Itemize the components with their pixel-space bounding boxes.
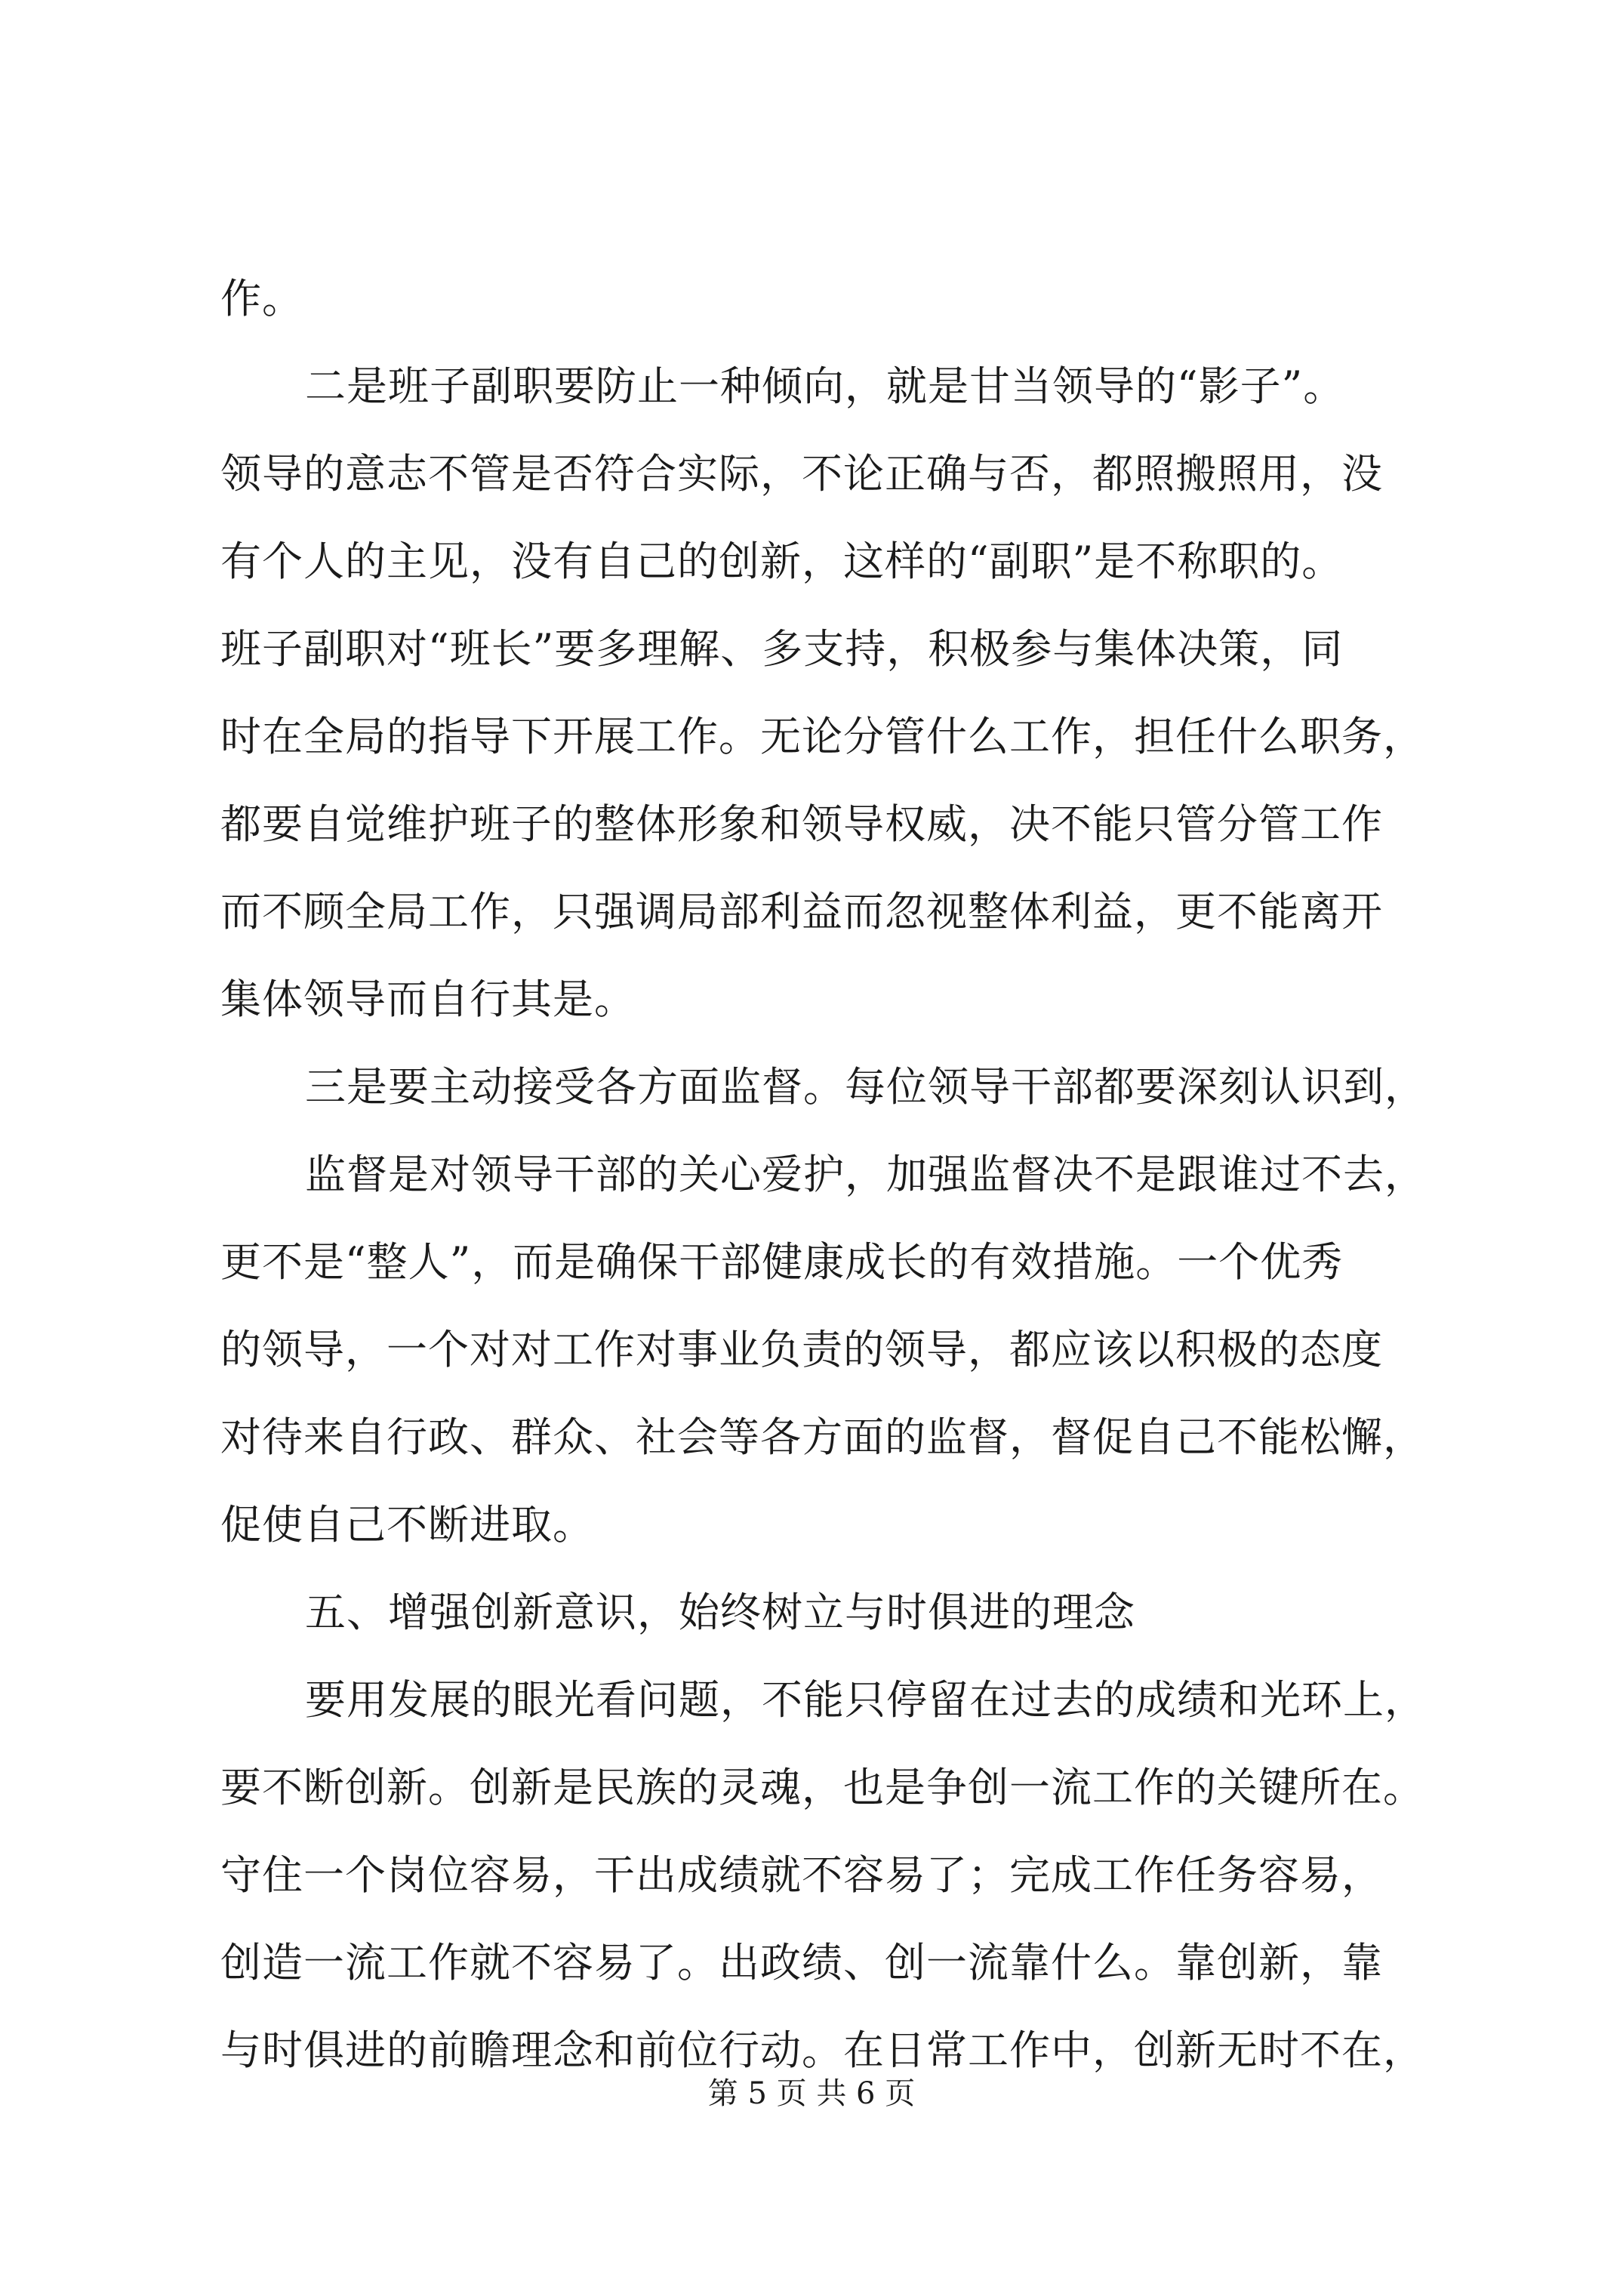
text-line: 要用发展的眼光看问题，不能只停留在过去的成绩和光环上，	[305, 1676, 1426, 1724]
text-line: 二是班子副职要防止一种倾向，就是甘当领导的“影子”。	[305, 362, 1345, 410]
text-line: 领导的意志不管是否符合实际，不论正确与否，都照搬照用，没	[220, 450, 1383, 498]
page-footer: 第 5 页 共 6 页	[707, 2076, 916, 2111]
text-line: 监督是对领导干部的关心爱护，加强监督决不是跟谁过不去，	[305, 1151, 1426, 1198]
text-line: 创造一流工作就不容易了。出政绩、创一流靠什么。靠创新，靠	[220, 1939, 1383, 1986]
text-line: 集体领导而自行其是。	[220, 975, 636, 1023]
text-line: 三是要主动接受各方面监督。每位领导干部都要深刻认识到，	[305, 1063, 1426, 1111]
text-line: 的领导，一个对对工作对事业负责的领导，都应该以积极的态度	[220, 1326, 1383, 1373]
text-line: 时在全局的指导下开展工作。无论分管什么工作，担任什么职务，	[220, 713, 1424, 760]
text-line: 守住一个岗位容易，干出成绩就不容易了；完成工作任务容易，	[220, 1851, 1383, 1899]
text-line: 作。	[220, 275, 303, 322]
text-line: 要不断创新。创新是民族的灵魂，也是争创一流工作的关键所在。	[220, 1764, 1424, 1811]
body-text	[220, 255, 1428, 2094]
text-line: 而不顾全局工作，只强调局部利益而忽视整体利益，更不能离开	[220, 888, 1383, 935]
section-heading: 五、增强创新意识，始终树立与时俱进的理念	[305, 1589, 1135, 1636]
text-line: 与时俱进的前瞻理念和前位行动。在日常工作中，创新无时不在，	[220, 2026, 1424, 2074]
text-line: 更不是“整人”，而是确保干部健康成长的有效措施。一个优秀	[220, 1238, 1344, 1286]
text-line: 促使自己不断进取。	[220, 1501, 594, 1549]
text-line: 有个人的主见，没有自己的创新，这样的“副职”是不称职的。	[220, 538, 1344, 585]
text-line: 班子副职对“班长”要多理解、多支持，积极参与集体决策，同	[220, 625, 1344, 673]
text-line: 对待来自行政、群众、社会等各方面的监督，督促自己不能松懈，	[220, 1413, 1424, 1461]
text-line: 都要自觉维护班子的整体形象和领导权威，决不能只管分管工作	[220, 800, 1383, 848]
